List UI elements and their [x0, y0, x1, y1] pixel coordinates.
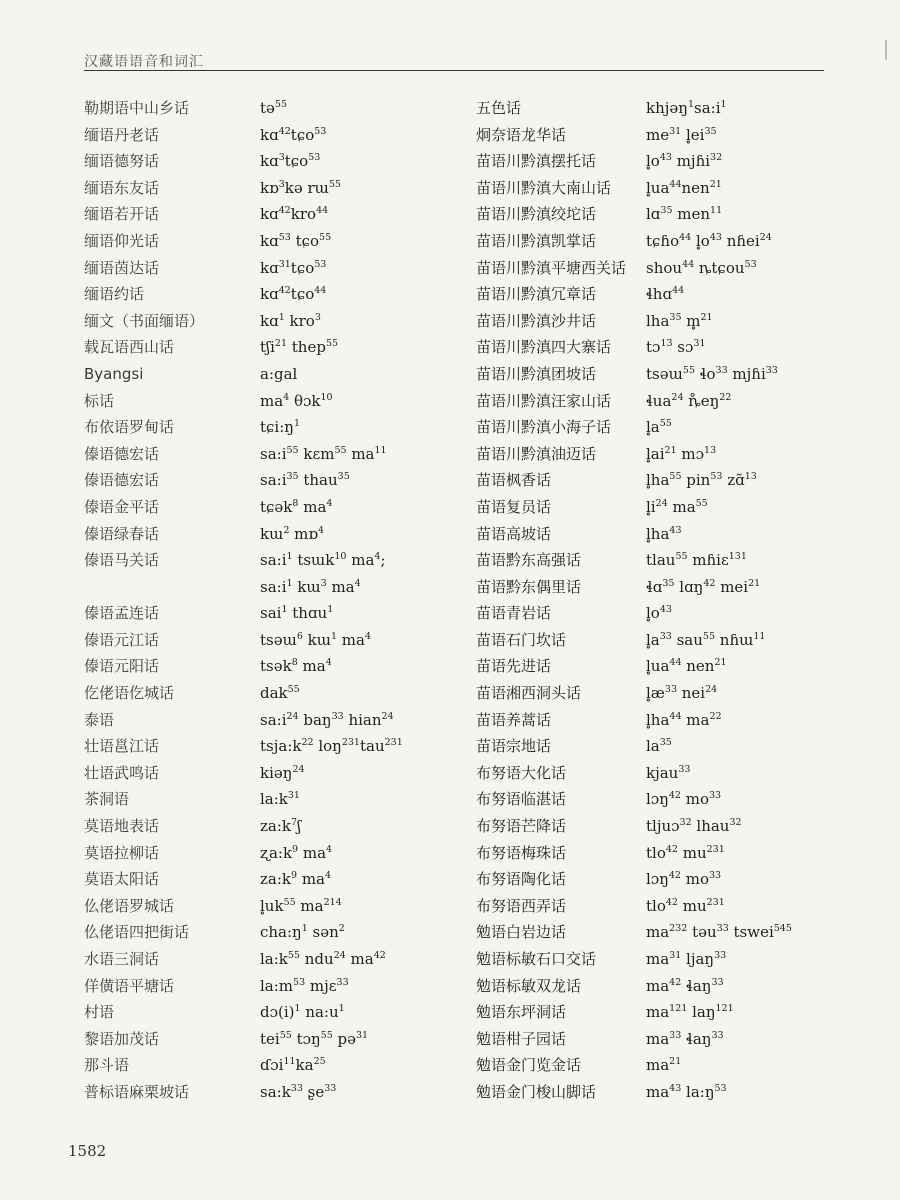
- entry-row: [476, 949, 886, 976]
- language-name: 勉语金门览金话: [476, 1056, 582, 1075]
- entry-row: [476, 1029, 886, 1056]
- phonetic-form: dak$^{55}$: [260, 684, 300, 703]
- language-name: 普标语麻栗坡话: [84, 1082, 190, 1101]
- language-name: 苗语川黔滇绞坨话: [476, 205, 597, 224]
- phonetic-form: $sa:i^{55}$ kɛm$^{55}$ $ma^{11}$: [260, 444, 387, 463]
- entry-row: [84, 151, 464, 178]
- entry-row: [84, 922, 464, 949]
- phonetic-form: kɑ$^{42}$kro$^{44}$: [260, 205, 329, 224]
- phonetic-form: $ma^{42}$ ɬaŋ$^{33}$: [646, 976, 724, 995]
- language-name: 炯奈语龙华话: [476, 125, 567, 144]
- right-column: [476, 98, 886, 1109]
- entry-row: [84, 1029, 464, 1056]
- phonetic-form: $za:k^7ʃ$: [260, 817, 302, 836]
- phonetic-form: $ma^{121}$ laŋ$^{121}$: [646, 1003, 734, 1022]
- language-name: 傣语绿春话: [84, 524, 160, 543]
- phonetic-form: kɑ$^{42}$tɕo$^{44}$: [260, 285, 327, 304]
- phonetic-form: $ʐa:k^9$ $ma^4$: [260, 843, 333, 862]
- language-name: 壮语邕江话: [84, 737, 160, 756]
- phonetic-form: $ma^{43}$ $la:ŋ^{53}$: [646, 1082, 727, 1101]
- entry-row: [476, 151, 886, 178]
- entry-row: [84, 550, 464, 577]
- language-name: 苗语石门坎话: [476, 630, 567, 649]
- language-name: 傣语孟连话: [84, 604, 160, 623]
- language-name: 莫语拉柳话: [84, 843, 160, 862]
- language-name: 勉语标敏双龙话: [476, 976, 582, 995]
- phonetic-form: $tɕi:ŋ^1$: [260, 418, 300, 437]
- language-name: 苗语川黔滇团坡话: [476, 364, 597, 383]
- entry-row: [476, 763, 886, 790]
- header-rule: [84, 70, 824, 71]
- phonetic-form: shou$^{44}$ ȵtɕou$^{53}$: [646, 258, 757, 277]
- language-name: 五色话: [476, 99, 522, 117]
- entry-row: [476, 630, 886, 657]
- entry-row: [476, 311, 886, 338]
- entry-row: [476, 417, 886, 444]
- language-name: 苗语川黔滇凯掌话: [476, 231, 597, 250]
- phonetic-form: a:gal: [260, 364, 298, 383]
- phonetic-form: kɯ$^2$ mɒ$^4$: [260, 524, 325, 543]
- entry-row: [84, 789, 464, 816]
- language-name: 水语三洞话: [84, 950, 160, 968]
- entry-row: [476, 258, 886, 285]
- entry-row: [84, 284, 464, 311]
- phonetic-form: $l̥ha^{43}$: [646, 524, 682, 543]
- entry-row: [84, 470, 464, 497]
- phonetic-form: tsək$^8$ $ma^4$: [260, 657, 332, 676]
- entry-row: [476, 497, 886, 524]
- phonetic-form: $l̥i^{24}$ $ma^{55}$: [646, 497, 708, 516]
- phonetic-form: tə$^{55}$: [260, 99, 287, 117]
- entry-row: [476, 656, 886, 683]
- language-name: 黎语加茂话: [84, 1029, 160, 1048]
- entry-row: [84, 337, 464, 364]
- language-name: 苗语川黔滇冗章话: [476, 285, 597, 304]
- phonetic-form: $za:k^9$ $ma^4$: [260, 870, 332, 889]
- language-name: 泰语: [84, 710, 115, 729]
- entry-row: [476, 125, 886, 152]
- phonetic-form: $la:m^{53}$ mjɛ$^{33}$: [260, 976, 349, 995]
- phonetic-form: kɒ$^3$kə rɯ$^{55}$: [260, 178, 341, 197]
- phonetic-form: $sa:i^{24}$ baŋ$^{33}$ hian$^{24}$: [260, 710, 394, 729]
- language-name: 勉语白岩边话: [476, 923, 567, 942]
- language-name: 苗语黔东高强话: [476, 551, 582, 570]
- language-name: 佯僙语平塘话: [84, 976, 175, 995]
- phonetic-form: $l̥o^{43}$ mjɦi$^{32}$: [646, 152, 723, 171]
- entry-row: [84, 710, 464, 737]
- entry-row: [84, 763, 464, 790]
- running-header-title: 汉藏语语音和词汇: [84, 54, 204, 70]
- language-name: 苗语川黔滇四大寨话: [476, 338, 612, 357]
- entry-row: [476, 98, 886, 125]
- phonetic-form: $sa:i^1$ tsɯk$^{10}$ $ma^4$;: [260, 551, 386, 570]
- phonetic-form: tsəɯ$^6$ kɯ$^1$ $ma^4$: [260, 630, 371, 649]
- language-name: 苗语青岩话: [476, 604, 552, 623]
- language-name: 仫佬语四把街话: [84, 923, 190, 942]
- phonetic-form: $ma^{21}$: [646, 1056, 682, 1075]
- entry-row: [84, 258, 464, 285]
- entry-row: [84, 1082, 464, 1109]
- entry-row: [84, 1055, 464, 1082]
- language-name: 勉语金门梭山脚话: [476, 1082, 597, 1101]
- entry-row: [476, 524, 886, 551]
- entry-row: [476, 683, 886, 710]
- phonetic-form: $l̥æ^{33}$ nei$^{24}$: [646, 684, 718, 703]
- phonetic-form: tljuɔ$^{32}$ lhau$^{32}$: [646, 817, 742, 836]
- entry-row: [476, 843, 886, 870]
- entry-row: [84, 577, 464, 604]
- language-name: 布努语西弄话: [476, 896, 567, 915]
- entry-row: [84, 98, 464, 125]
- language-name: 布努语大化话: [476, 763, 567, 782]
- entry-row: [84, 497, 464, 524]
- entry-row: [476, 869, 886, 896]
- entry-row: [476, 896, 886, 923]
- phonetic-form: lɔŋ$^{42}$ $mo^{33}$: [646, 790, 722, 809]
- phonetic-form: tei$^{55}$ tɔŋ$^{55}$ pə$^{31}$: [260, 1029, 369, 1048]
- entry-row: [84, 843, 464, 870]
- entry-row: [84, 656, 464, 683]
- entry-row: [476, 577, 886, 604]
- entry-row: [84, 816, 464, 843]
- phonetic-form: kɑ$^1$ kro$^3$: [260, 311, 321, 330]
- language-name: 莫语地表话: [84, 817, 160, 836]
- language-name: 苗语川黔滇大南山话: [476, 178, 612, 197]
- entry-row: [476, 444, 886, 471]
- entry-row: [476, 470, 886, 497]
- page-edge-mark: [885, 40, 887, 60]
- entry-row: [476, 204, 886, 231]
- language-name: 缅语约话: [84, 285, 145, 304]
- language-name: 布努语梅珠话: [476, 843, 567, 862]
- language-name: 缅语东友话: [84, 178, 160, 197]
- running-header: [84, 47, 824, 71]
- phonetic-form: $ɗɔi^{11}ka^{25}$: [260, 1056, 326, 1075]
- phonetic-form: lɑ$^{35}$ men$^{11}$: [646, 205, 723, 224]
- phonetic-form: $cha:ŋ^1$ sən$^2$: [260, 923, 345, 942]
- phonetic-form: $la:k^{55}$ ndu$^{24}$ $ma^{42}$: [260, 950, 386, 968]
- entry-row: [476, 178, 886, 205]
- language-name: 标话: [84, 391, 115, 410]
- phonetic-form: $l̥uk^{55}$ $ma^{214}$: [260, 896, 342, 915]
- phonetic-form: tʃi$^{21}$ thep$^{55}$: [260, 338, 339, 357]
- phonetic-form: tɕɦo$^{44}$ $l̥o^{43}$ nɦei$^{24}$: [646, 231, 772, 250]
- phonetic-form: ɬua$^{24}$ $ȵ̊eŋ^{22}$: [646, 391, 732, 410]
- language-name: 勉语标敏石口交话: [476, 950, 597, 968]
- entry-row: [84, 311, 464, 338]
- language-name: 傣语元江话: [84, 630, 160, 649]
- phonetic-form: $l̥o^{43}$: [646, 604, 672, 623]
- entry-row: [476, 816, 886, 843]
- phonetic-form: $ma^{33}$ ɬaŋ$^{33}$: [646, 1029, 724, 1048]
- language-name: 布努语陶化话: [476, 870, 567, 889]
- entry-row: [476, 922, 886, 949]
- language-name: 莫语太阳话: [84, 870, 160, 889]
- language-name: 苗语川黔滇油迈话: [476, 444, 597, 463]
- entry-row: [476, 231, 886, 258]
- language-name: 缅语若开话: [84, 205, 160, 224]
- entry-row: [84, 736, 464, 763]
- language-name: 勒期语中山乡话: [84, 99, 190, 117]
- language-name: 苗语川黔滇平塘西关话: [476, 258, 627, 277]
- entry-row: [84, 603, 464, 630]
- language-name: 傣语德宏话: [84, 444, 160, 463]
- page-number: 1582: [68, 1142, 107, 1160]
- phonetic-form: $sa:i^{35}$ thau$^{35}$: [260, 471, 350, 490]
- entry-row: [84, 204, 464, 231]
- language-name: 仡佬语仡城话: [84, 684, 175, 703]
- language-name: 苗语先进话: [476, 657, 552, 676]
- entry-row: [476, 736, 886, 763]
- phonetic-form: $l̥ha^{44}$ $ma^{22}$: [646, 710, 722, 729]
- language-name: 苗语养蒿话: [476, 710, 552, 729]
- phonetic-form: $l̥ha^{55}$ pin$^{53}$ zɑ̃$^{13}$: [646, 471, 757, 490]
- language-name: 载瓦语西山话: [84, 338, 175, 357]
- entry-row: [476, 550, 886, 577]
- phonetic-form: $la:k^{31}$: [260, 790, 300, 809]
- entry-row: [476, 1082, 886, 1109]
- language-name: 缅语丹老话: [84, 125, 160, 144]
- language-name: 勉语东坪洞话: [476, 1003, 567, 1022]
- entry-row: [84, 364, 464, 391]
- phonetic-form: tlo$^{42}$ $mu^{231}$: [646, 896, 725, 915]
- phonetic-form: lha$^{35}$ m̥$^{21}$: [646, 311, 713, 330]
- phonetic-form: kiəŋ$^{24}$: [260, 763, 305, 782]
- language-name: 仫佬语罗城话: [84, 896, 175, 915]
- entry-row: [84, 524, 464, 551]
- language-name: 苗语湘西洞头话: [476, 684, 582, 703]
- entry-row: [84, 630, 464, 657]
- entry-row: [476, 364, 886, 391]
- phonetic-form: $khjəŋ^1sa:i^1$: [646, 99, 727, 117]
- phonetic-form: $l̥a^{55}$: [646, 418, 672, 437]
- language-name: 壮语武鸣话: [84, 763, 160, 782]
- language-name: 苗语川黔滇汪家山话: [476, 391, 612, 410]
- language-name: 傣语马关话: [84, 551, 160, 570]
- language-name: 苗语川黔滇沙井话: [476, 311, 597, 330]
- language-name: 苗语川黔滇小海子话: [476, 418, 612, 437]
- language-name: 苗语复员话: [476, 497, 552, 516]
- language-name: 布依语罗甸话: [84, 418, 175, 437]
- phonetic-form: kɑ$^{53}$ tɕo$^{55}$: [260, 231, 332, 250]
- language-name: 那斗语: [84, 1056, 130, 1075]
- phonetic-form: $ma^{31}$ ljaŋ$^{33}$: [646, 950, 727, 968]
- phonetic-form: tsəɯ$^{55}$ ɬo$^{33}$ mjɦi$^{33}$: [646, 364, 778, 383]
- language-name: 苗语黔东偶里话: [476, 577, 582, 596]
- entry-row: [84, 1002, 464, 1029]
- entry-row: [84, 444, 464, 471]
- entry-row: [84, 391, 464, 418]
- entry-row: [84, 869, 464, 896]
- entry-row: [476, 710, 886, 737]
- phonetic-form: $dɔ(i)^1$ $na:u^1$: [260, 1003, 345, 1022]
- entry-row: [476, 391, 886, 418]
- phonetic-form: tɔ$^{13}$ sɔ$^{31}$: [646, 338, 706, 357]
- language-name: Byangsi: [84, 364, 144, 383]
- phonetic-form: kɑ$^{42}$tɕo$^{53}$: [260, 125, 327, 144]
- phonetic-form: $sa:i^1$ kɯ$^3$ $ma^4$: [260, 577, 361, 596]
- language-name: 村语: [84, 1003, 115, 1022]
- entry-row: [476, 976, 886, 1003]
- phonetic-form: $sa:k^{33}$ ʂe$^{33}$: [260, 1082, 337, 1101]
- phonetic-form: $me^{31}$ $l̥ei^{35}$: [646, 125, 717, 144]
- phonetic-form: sai$^1$ thɑu$^1$: [260, 604, 334, 623]
- entry-row: [476, 1055, 886, 1082]
- language-name: 布努语芒降话: [476, 817, 567, 836]
- entry-row: [476, 337, 886, 364]
- language-name: 苗语高坡话: [476, 524, 552, 543]
- language-name: 布努语临湛话: [476, 790, 567, 809]
- entry-row: [84, 896, 464, 923]
- language-name: 苗语川黔滇摆托话: [476, 152, 597, 171]
- entry-row: [84, 683, 464, 710]
- phonetic-form: lɔŋ$^{42}$ $mo^{33}$: [646, 870, 722, 889]
- entry-row: [84, 125, 464, 152]
- phonetic-form: $ma^4$ θɔk$^{10}$: [260, 391, 333, 410]
- phonetic-form: ɬhɑ$^{44}$: [646, 285, 685, 304]
- entry-row: [476, 789, 886, 816]
- left-column: [84, 98, 464, 1109]
- language-name: 傣语元阳话: [84, 657, 160, 676]
- entry-row: [84, 417, 464, 444]
- phonetic-form: tɕək$^8$ $ma^4$: [260, 497, 333, 516]
- phonetic-form: tlo$^{42}$ $mu^{231}$: [646, 843, 725, 862]
- entry-row: [84, 949, 464, 976]
- entry-row: [476, 603, 886, 630]
- entry-row: [476, 284, 886, 311]
- language-name: 傣语德宏话: [84, 471, 160, 490]
- language-name: 缅语仰光话: [84, 231, 160, 250]
- phonetic-form: kɑ$^3$tɕo$^{53}$: [260, 152, 321, 171]
- phonetic-form: $l̥a^{33}$ sau$^{55}$ nɦɯ$^{11}$: [646, 630, 766, 649]
- phonetic-form: kjau$^{33}$: [646, 763, 691, 782]
- phonetic-form: ɬɑ$^{35}$ lɑŋ$^{42}$ mei$^{21}$: [646, 577, 761, 596]
- phonetic-form: kɑ$^{31}$tɕo$^{53}$: [260, 258, 327, 277]
- language-name: 缅语茵达话: [84, 258, 160, 277]
- phonetic-form: tlau$^{55}$ mɦiɛ$^{131}$: [646, 551, 747, 570]
- phonetic-form: $la^{35}$: [646, 737, 672, 756]
- language-name: 缅文（书面缅语）: [84, 311, 205, 330]
- language-name: 苗语枫香话: [476, 471, 552, 490]
- language-name: 苗语宗地话: [476, 737, 552, 756]
- language-name: 傣语金平话: [84, 497, 160, 516]
- language-name: 勉语柑子园话: [476, 1029, 567, 1048]
- entry-row: [84, 231, 464, 258]
- phonetic-form: $l̥ai^{21}$ mɔ$^{13}$: [646, 444, 717, 463]
- language-name: 茶洞语: [84, 790, 130, 809]
- language-name: 缅语德努话: [84, 152, 160, 171]
- phonetic-form: $l̥ua^{44}nen^{21}$: [646, 178, 722, 197]
- phonetic-form: $l̥ua^{44}$ nen$^{21}$: [646, 657, 727, 676]
- entry-row: [84, 178, 464, 205]
- phonetic-form: $ma^{232}$ təu$^{33}$ tswei$^{545}$: [646, 923, 792, 942]
- entry-row: [84, 976, 464, 1003]
- entry-row: [476, 1002, 886, 1029]
- phonetic-form: $tsja:k^{22}$ loŋ$^{231}$tau$^{231}$: [260, 737, 403, 756]
